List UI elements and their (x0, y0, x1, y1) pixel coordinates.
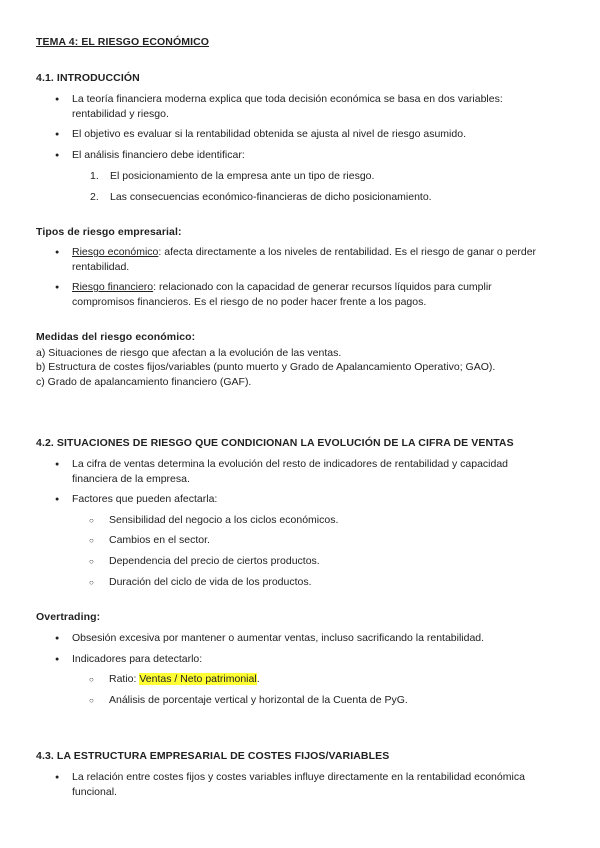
measure-b: b) Estructura de costes fijos/variables (punto muerto y Grado de Apalancamiento Operativo; GAO). (36, 361, 496, 373)
section-heading-estructura: 4.3. LA ESTRUCTURA EMPRESARIAL DE COSTES FIJOS/VARIABLES (36, 750, 390, 762)
list-item (72, 280, 542, 310)
ratio-period: . (256, 673, 260, 685)
ratio-label: Ratio: (109, 673, 140, 685)
list-item: ● El objetivo es evaluar si la rentabilidad obtenida se ajusta al nivel de riesgo asumido. (72, 127, 542, 142)
term-riesgo-economico: Riesgo económico (72, 246, 159, 258)
subheading-tipos: Tipos de riesgo empresarial: (36, 226, 182, 238)
sub-list-item: ○ Cambios en el sector. (109, 533, 549, 548)
term-definition: : relacionado con la capacidad de generar recursos líquidos para cumplir compromisos financieros. Es el riesgo de no poder hacer frente a los pagos. (72, 281, 492, 308)
sub-list-item: ○ Duración del ciclo de vida de los productos. (109, 575, 549, 590)
list-item: ● Obsesión excesiva por mantener o aumentar ventas, incluso sacrificando la rentabilidad. (72, 631, 542, 646)
list-item: ● La cifra de ventas determina la evolución del resto de indicadores de rentabilidad y capacidad financiera de la empresa. (72, 457, 542, 487)
item-number: 1. (90, 170, 99, 182)
sub-list-item: ○ Análisis de porcentaje vertical y horizontal de la Cuenta de PyG. (109, 693, 549, 708)
highlighted-ratio: Ventas / Neto patrimonial (139, 673, 257, 685)
numbered-item (90, 169, 550, 184)
list-item: ● La teoría financiera moderna explica que toda decisión económica se basa en dos variables: rentabilidad y riesgo. (72, 92, 542, 122)
subheading-medidas: Medidas del riesgo económico: (36, 331, 196, 343)
sub-list-item: ○ Sensibilidad del negocio a los ciclos económicos. (109, 513, 549, 528)
document-title: TEMA 4: EL RIESGO ECONÓMICO (36, 36, 210, 48)
numbered-item (90, 190, 550, 205)
item-text: Las consecuencias económico-financieras de dicho posicionamiento. (110, 191, 432, 203)
measure-a: a) Situaciones de riesgo que afectan a la evolución de las ventas. (36, 347, 342, 359)
list-item: ● Indicadores para detectarlo: (72, 652, 542, 667)
item-number: 2. (90, 191, 99, 203)
section-heading-intro: 4.1. INTRODUCCIÓN (36, 72, 140, 84)
term-definition: : afecta directamente a los niveles de rentabilidad. Es el riesgo de ganar o perder rentabilidad. (72, 246, 537, 273)
measure-c: c) Grado de apalancamiento financiero (GAF). (36, 376, 252, 388)
list-item: ● El análisis financiero debe identificar: (72, 148, 542, 163)
list-item (72, 245, 542, 275)
item-text: El posicionamiento de la empresa ante un tipo de riesgo. (110, 170, 375, 182)
section-heading-situaciones: 4.2. SITUACIONES DE RIESGO QUE CONDICIONAN LA EVOLUCIÓN DE LA CIFRA DE VENTAS (36, 437, 514, 449)
list-item: ● La relación entre costes fijos y costes variables influye directamente en la rentabilidad económica funcional. (72, 770, 542, 800)
sub-list-item: ○ Dependencia del precio de ciertos productos. (109, 554, 549, 569)
list-item: ● Factores que pueden afectarla: (72, 492, 542, 507)
term-riesgo-financiero: Riesgo financiero (72, 281, 154, 293)
sub-list-item (109, 672, 549, 687)
subheading-overtrading: Overtrading: (36, 611, 101, 623)
